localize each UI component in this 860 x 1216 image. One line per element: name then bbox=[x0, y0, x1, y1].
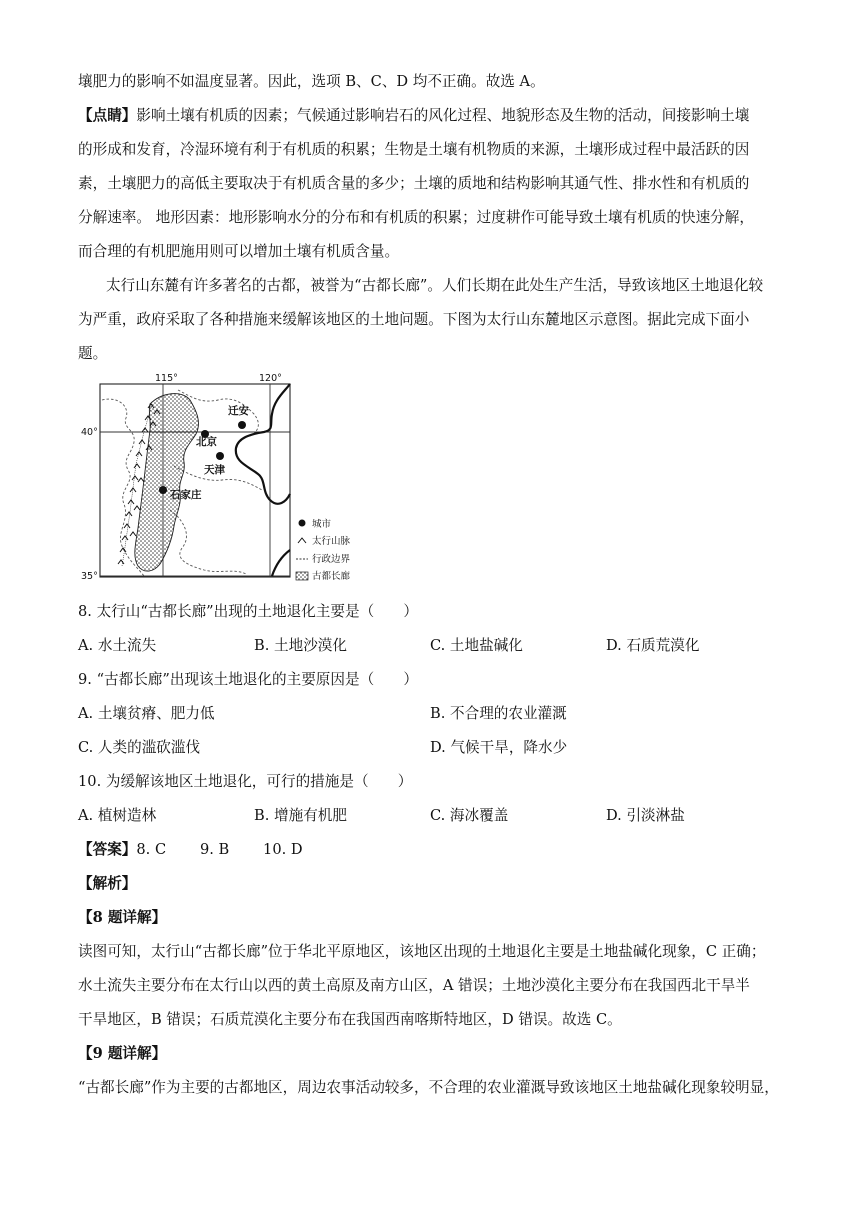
tip-tag: 【点睛】 bbox=[78, 107, 137, 124]
city-dot bbox=[159, 486, 167, 494]
tip-line: 分解速率。 地形因素：地形影响水分的分布和有机质的积累；过度耕作可能导致土壤有机质的快速分解， bbox=[78, 209, 754, 226]
tip-text: 影响土壤有机质的因素；气候通过影响岩石的风化过程、地貌形态及生物的活动，间接影响土壤 bbox=[136, 107, 750, 124]
q8-detail-line: 水土流失主要分布在太行山以西的黄土高原及南方山区，A 错误；土地沙漠化主要分布在我国西北干旱半 bbox=[78, 977, 750, 994]
option: A. 植树造林 bbox=[78, 807, 157, 824]
legend-label: 古都长廊 bbox=[312, 571, 351, 582]
q9-detail-tag: 【9 题详解】 bbox=[78, 1045, 167, 1062]
coastline bbox=[236, 384, 290, 504]
tip-line: 的形成和发育，冷湿环境有利于有机质的积累；生物是土壤有机物质的来源，土壤形成过程中最活跃的因 bbox=[78, 141, 750, 158]
city-dot bbox=[238, 421, 246, 429]
city-label: 迁安 bbox=[228, 405, 249, 417]
option: C. 土地盐碱化 bbox=[430, 637, 523, 654]
intro-line: 题。 bbox=[78, 345, 108, 362]
answer-tag: 【答案】 bbox=[78, 841, 137, 858]
city-label: 天津 bbox=[204, 464, 225, 476]
lon-label: 115° bbox=[155, 373, 178, 384]
option: B. 增施有机肥 bbox=[254, 807, 347, 824]
option: D. 石质荒漠化 bbox=[606, 637, 700, 654]
answer-text: 8. C 9. B 10. D bbox=[136, 841, 303, 858]
legend-city-icon bbox=[299, 520, 306, 527]
lat-label: 35° bbox=[81, 571, 98, 582]
legend-label: 行政边界 bbox=[312, 554, 351, 565]
taihang-map bbox=[78, 370, 378, 582]
analysis-tag: 【解析】 bbox=[78, 875, 137, 892]
tip-line: 而合理的有机肥施用则可以增加土壤有机质含量。 bbox=[78, 243, 400, 260]
answer-line bbox=[78, 840, 303, 860]
question-8-stem: 8. 太行山“古都长廊”出现的土地退化主要是（ ） bbox=[78, 603, 418, 620]
q9-detail-line: “古都长廊”作为主要的古都地区，周边农事活动较多，不合理的农业灌溉导致该地区土地盐碱化现象较明显， bbox=[78, 1079, 779, 1096]
lat-label: 40° bbox=[81, 427, 98, 438]
tip-line: 素，土壤肥力的高低主要取决于有机质含量的多少；土壤的质地和结构影响其通气性、排水性和有机质的 bbox=[78, 175, 750, 192]
coastline bbox=[272, 550, 290, 576]
intro-line: 太行山东麓有许多著名的古都，被誉为“古都长廊”。人们长期在此处生产生活，导致该地区土地退化较 bbox=[106, 277, 764, 294]
ancient-capital-corridor bbox=[135, 394, 199, 571]
option: D. 气候干旱，降水少 bbox=[430, 739, 568, 756]
question-9-stem: 9. “古都长廊”出现该土地退化的主要原因是（ ） bbox=[78, 671, 418, 688]
lon-label: 120° bbox=[259, 373, 282, 384]
paragraph-line: 壤肥力的影响不如温度显著。因此，选项 B、C、D 均不正确。故选 A。 bbox=[78, 73, 545, 90]
city-label: 北京 bbox=[196, 436, 217, 448]
map-legend bbox=[296, 518, 351, 582]
option: B. 不合理的农业灌溉 bbox=[430, 705, 567, 722]
option: C. 海冰覆盖 bbox=[430, 807, 509, 824]
tip-line bbox=[78, 106, 749, 126]
intro-line: 为严重，政府采取了各种措施来缓解该地区的土地问题。下图为太行山东麓地区示意图。据此完成下面小 bbox=[78, 311, 750, 328]
admin-boundary bbox=[170, 510, 246, 574]
question-10-stem: 10. 为缓解该地区土地退化，可行的措施是（ ） bbox=[78, 773, 413, 790]
option: B. 土地沙漠化 bbox=[254, 637, 347, 654]
option: A. 水土流失 bbox=[78, 637, 157, 654]
option: C. 人类的滥砍滥伐 bbox=[78, 739, 201, 756]
q8-detail-tag: 【8 题详解】 bbox=[78, 909, 167, 926]
option: D. 引淡淋盐 bbox=[606, 807, 685, 824]
legend-mountain-icon bbox=[298, 538, 306, 543]
legend-label: 太行山脉 bbox=[312, 536, 351, 547]
q8-detail-line: 读图可知，太行山“古都长廊”位于华北平原地区，该地区出现的土地退化主要是土地盐碱化现象，C 正确； bbox=[78, 943, 766, 960]
city-dot bbox=[216, 452, 224, 460]
city-label: 石家庄 bbox=[170, 489, 202, 501]
option: A. 土壤贫瘠、肥力低 bbox=[78, 705, 215, 722]
legend-label: 城市 bbox=[312, 519, 332, 530]
q8-detail-line: 干旱地区，B 错误；石质荒漠化主要分布在我国西南喀斯特地区，D 错误。故选 C。 bbox=[78, 1011, 622, 1028]
legend-corridor-icon bbox=[296, 572, 308, 580]
